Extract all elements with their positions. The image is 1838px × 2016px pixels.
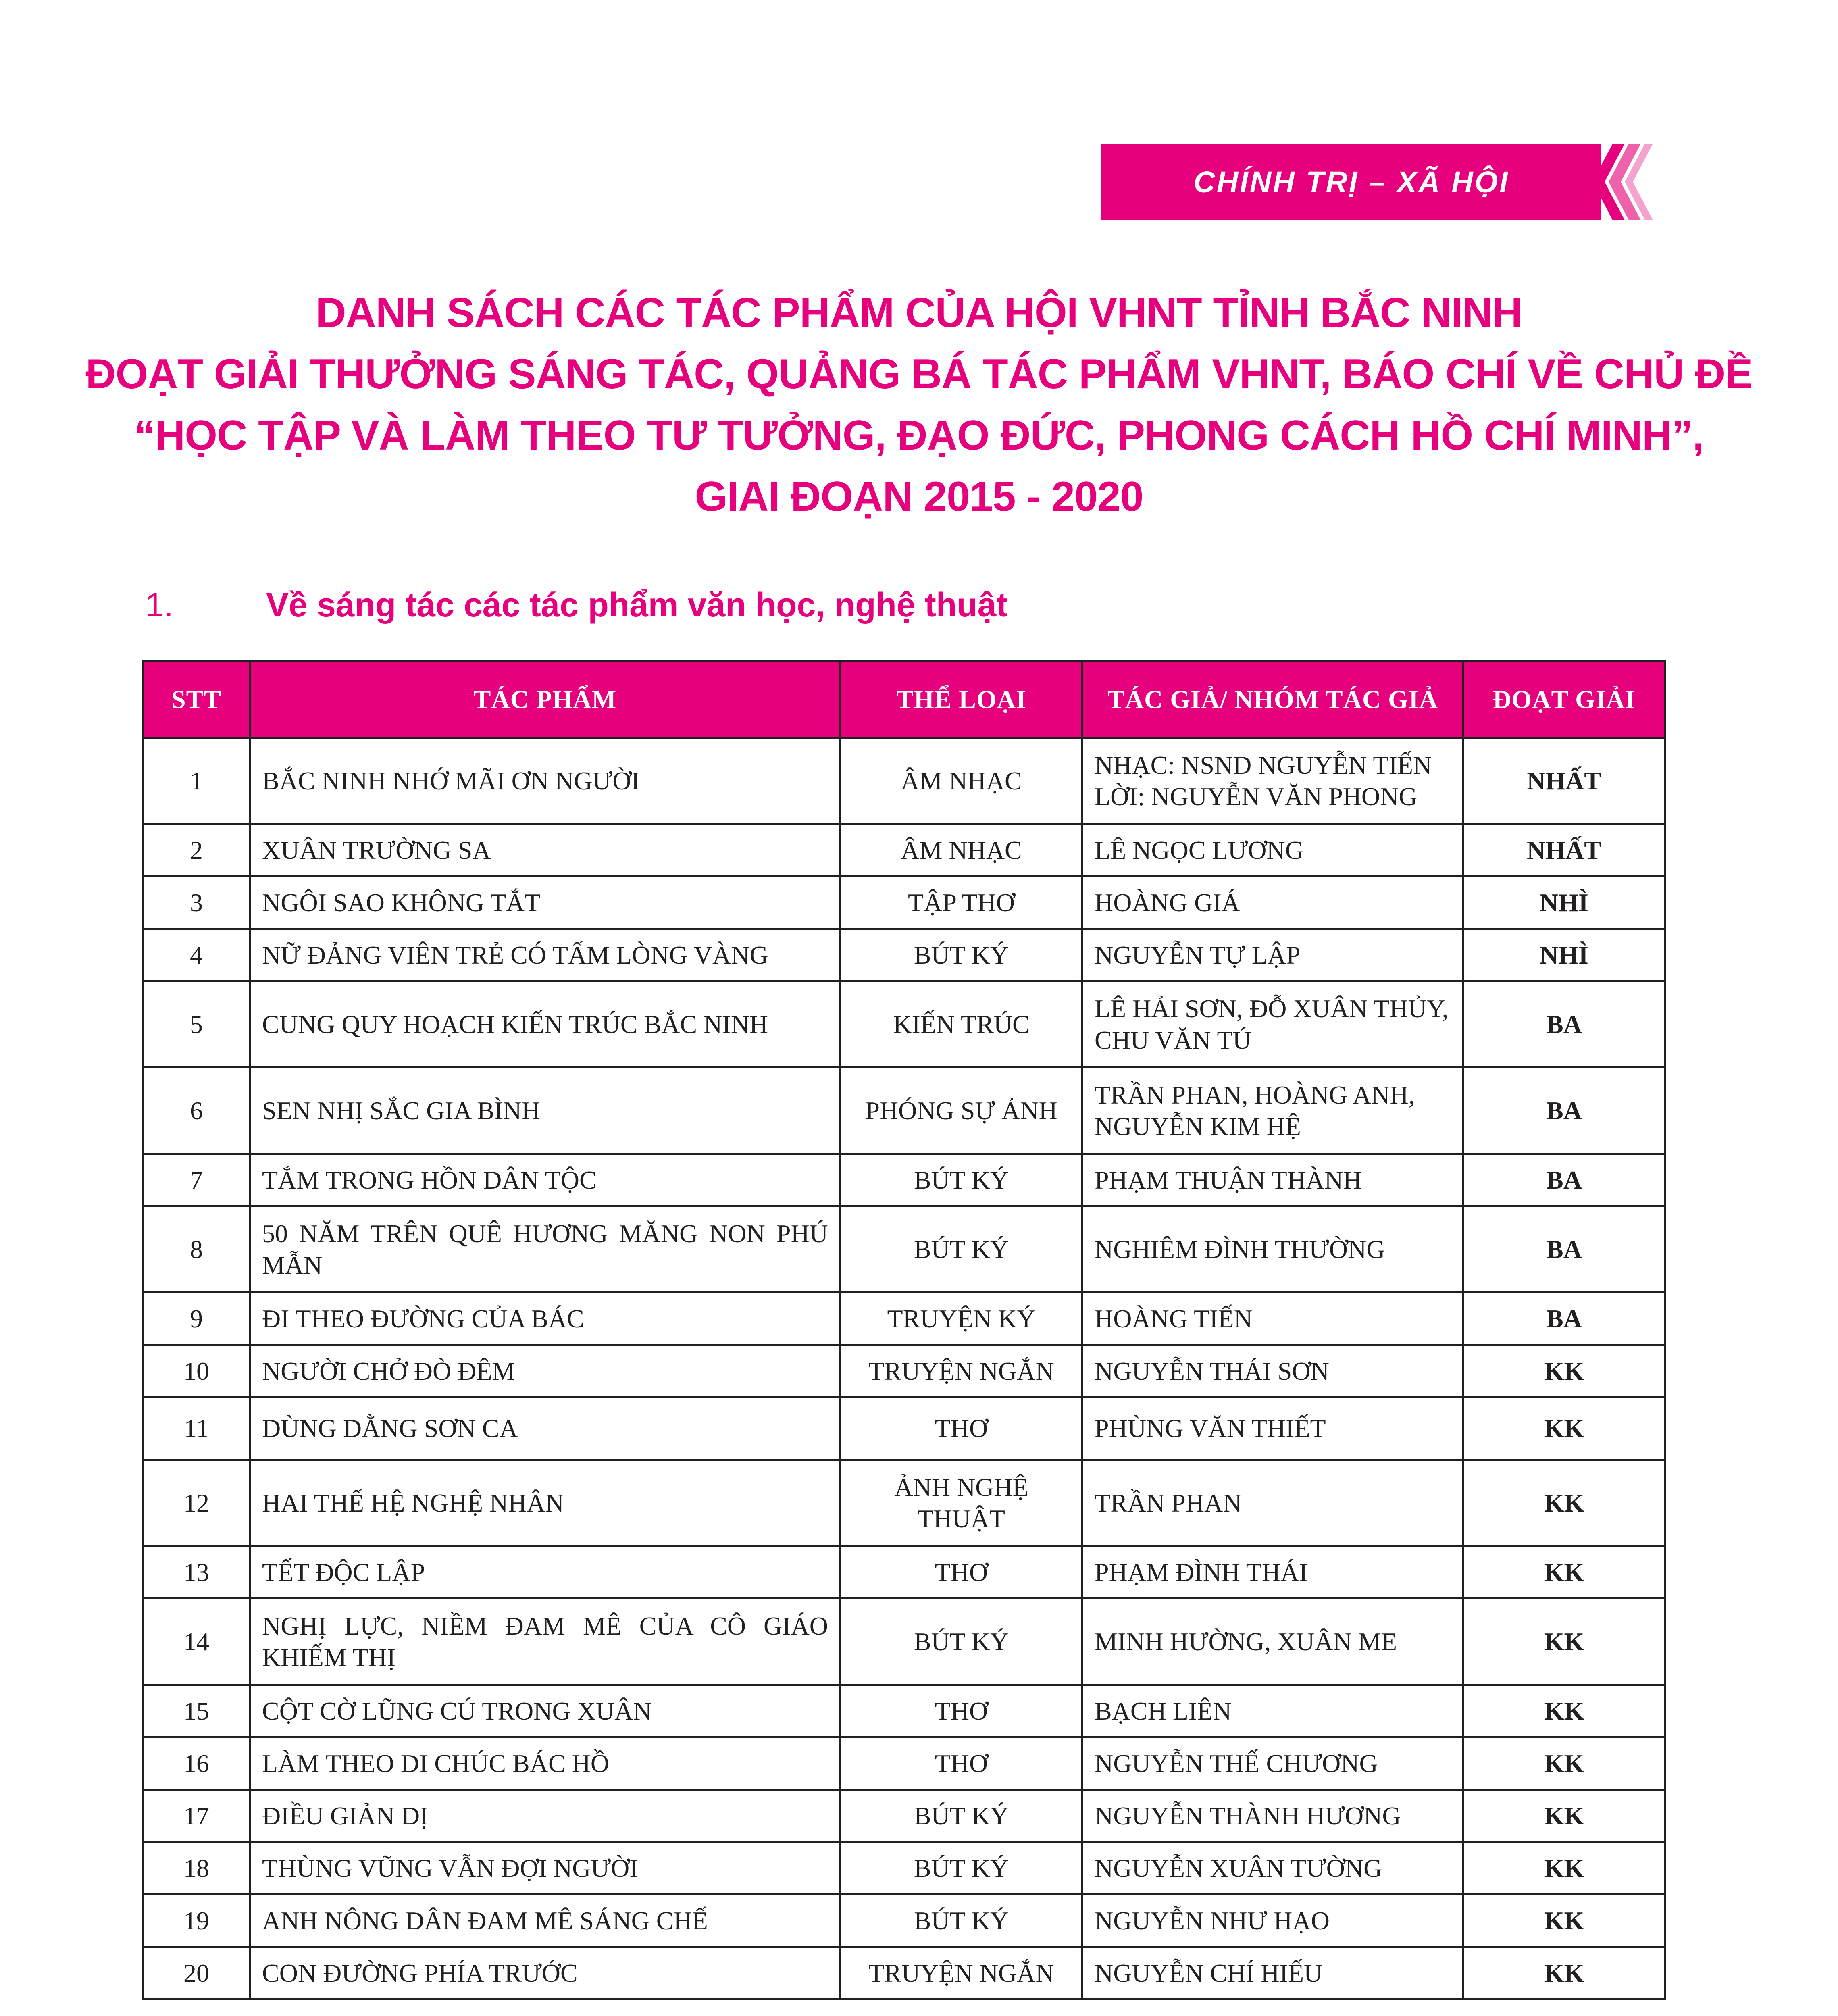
row-author: LÊ HẢI SƠN, ĐỖ XUÂN THỦY, CHU VĂN TÚ	[1082, 981, 1463, 1068]
row-prize: BA	[1463, 1293, 1665, 1345]
row-genre: TẬP THƠ	[841, 877, 1082, 929]
row-stt: 18	[143, 1842, 250, 1895]
row-work: CUNG QUY HOẠCH KIẾN TRÚC BẮC NINH	[250, 981, 841, 1068]
row-work: LÀM THEO DI CHÚC BÁC HỒ	[250, 1737, 841, 1790]
table-row	[143, 1842, 1665, 1895]
table-header-row	[143, 661, 1665, 738]
row-author: TRẦN PHAN, HOÀNG ANH, NGUYỄN KIM HỆ	[1082, 1068, 1463, 1154]
row-work: DÙNG DẰNG SƠN CA	[250, 1397, 841, 1460]
row-prize: KK	[1463, 1546, 1665, 1599]
row-stt: 14	[143, 1599, 250, 1685]
table-row	[143, 1345, 1665, 1397]
title-line-4: GIAI ĐOẠN 2015 - 2020	[695, 473, 1143, 520]
row-genre: ẢNH NGHỆ THUẬT	[841, 1460, 1082, 1546]
row-stt: 16	[143, 1737, 250, 1790]
row-stt: 17	[143, 1790, 250, 1842]
row-work: THÙNG VŨNG VẪN ĐỢI NGƯỜI	[250, 1842, 841, 1895]
row-stt: 7	[143, 1154, 250, 1206]
row-prize: KK	[1463, 1460, 1665, 1546]
row-prize: NHẤT	[1463, 738, 1665, 824]
col-header-author: TÁC GIẢ/ NHÓM TÁC GIẢ	[1082, 661, 1463, 738]
row-genre: TRUYỆN NGẮN	[841, 1947, 1082, 1999]
row-prize: KK	[1463, 1599, 1665, 1685]
table-row	[143, 1206, 1665, 1293]
row-work: XUÂN TRƯỜNG SA	[250, 824, 841, 877]
row-author: PHẠM ĐÌNH THÁI	[1082, 1546, 1463, 1599]
table-row	[143, 1947, 1665, 1999]
row-author: NGUYỄN THÀNH HƯƠNG	[1082, 1790, 1463, 1842]
row-prize: NHÌ	[1463, 877, 1665, 929]
row-prize: KK	[1463, 1895, 1665, 1947]
row-work: CON ĐƯỜNG PHÍA TRƯỚC	[250, 1947, 841, 1999]
row-genre: BÚT KÝ	[841, 1895, 1082, 1947]
row-author: NGUYỄN THÁI SƠN	[1082, 1345, 1463, 1397]
table-row	[143, 1154, 1665, 1206]
row-prize: NHẤT	[1463, 824, 1665, 877]
section-1-heading	[145, 585, 1637, 625]
table-row	[143, 1397, 1665, 1460]
row-work: TẾT ĐỘC LẬP	[250, 1546, 841, 1599]
row-stt: 15	[143, 1685, 250, 1737]
row-genre: THƠ	[841, 1397, 1082, 1460]
row-genre: TRUYỆN NGẮN	[841, 1345, 1082, 1397]
table-row	[143, 877, 1665, 929]
row-work: NGƯỜI CHỞ ĐÒ ĐÊM	[250, 1345, 841, 1397]
row-prize: KK	[1463, 1685, 1665, 1737]
section-label: CHÍNH TRỊ – XÃ HỘI	[1193, 165, 1509, 199]
row-author: NGUYỄN TỰ LẬP	[1082, 929, 1463, 981]
row-genre: BÚT KÝ	[841, 929, 1082, 981]
row-genre: PHÓNG SỰ ẢNH	[841, 1068, 1082, 1154]
row-author: NGUYỄN THẾ CHƯƠNG	[1082, 1737, 1463, 1790]
table-row	[143, 981, 1665, 1068]
title-line-3: “HỌC TẬP VÀ LÀM THEO TƯ TƯỞNG, ĐẠO ĐỨC, PHONG CÁCH HỒ CHÍ MINH”,	[134, 412, 1704, 459]
table-row	[143, 929, 1665, 981]
row-stt: 9	[143, 1293, 250, 1345]
row-genre: KIẾN TRÚC	[841, 981, 1082, 1068]
row-genre: BÚT KÝ	[841, 1154, 1082, 1206]
table-row	[143, 1685, 1665, 1737]
row-stt: 10	[143, 1345, 250, 1397]
row-author: PHÙNG VĂN THIẾT	[1082, 1397, 1463, 1460]
row-author: HOÀNG GIÁ	[1082, 877, 1463, 929]
chevron-decoration-icon	[1584, 144, 1661, 220]
row-stt: 20	[143, 1947, 250, 1999]
row-prize: BA	[1463, 1206, 1665, 1293]
table-row	[143, 1790, 1665, 1842]
row-author: NGUYỄN CHÍ HIẾU	[1082, 1947, 1463, 1999]
row-stt: 1	[143, 738, 250, 824]
row-work: TẮM TRONG HỒN DÂN TỘC	[250, 1154, 841, 1206]
section-number: 1.	[145, 586, 174, 624]
title-line-2: ĐOẠT GIẢI THƯỞNG SÁNG TÁC, QUẢNG BÁ TÁC PHẨM VHNT, BÁO CHÍ VỀ CHỦ ĐỀ	[85, 351, 1753, 398]
row-prize: BA	[1463, 1154, 1665, 1206]
document-title	[81, 282, 1757, 527]
row-author: MINH HƯỜNG, XUÂN ME	[1082, 1599, 1463, 1685]
section-banner	[1101, 144, 1601, 220]
row-prize: BA	[1463, 1068, 1665, 1154]
row-work: 50 NĂM TRÊN QUÊ HƯƠNG MĂNG NON PHÚ MẪN	[250, 1206, 841, 1293]
title-line-1: DANH SÁCH CÁC TÁC PHẨM CỦA HỘI VHNT TỈNH BẮC NINH	[316, 289, 1522, 336]
row-stt: 8	[143, 1206, 250, 1293]
row-prize: KK	[1463, 1345, 1665, 1397]
row-stt: 12	[143, 1460, 250, 1546]
row-genre: THƠ	[841, 1685, 1082, 1737]
row-author: TRẦN PHAN	[1082, 1460, 1463, 1546]
row-prize: NHÌ	[1463, 929, 1665, 981]
table-row	[143, 1599, 1665, 1685]
table-row	[143, 1460, 1665, 1546]
col-header-work: TÁC PHẨM	[250, 661, 841, 738]
table-row	[143, 824, 1665, 877]
table-row	[143, 738, 1665, 824]
col-header-stt: STT	[143, 661, 250, 738]
row-work: ANH NÔNG DÂN ĐAM MÊ SÁNG CHẾ	[250, 1895, 841, 1947]
row-prize: KK	[1463, 1947, 1665, 1999]
row-genre: ÂM NHẠC	[841, 738, 1082, 824]
section-title: Về sáng tác các tác phẩm văn học, nghệ thuật	[266, 586, 1008, 624]
row-author: LÊ NGỌC LƯƠNG	[1082, 824, 1463, 877]
row-stt: 2	[143, 824, 250, 877]
row-genre: ÂM NHẠC	[841, 824, 1082, 877]
row-author: NHẠC: NSND NGUYỄN TIẾN LỜI: NGUYỄN VĂN PHONG	[1082, 738, 1463, 824]
row-work: CỘT CỜ LŨNG CÚ TRONG XUÂN	[250, 1685, 841, 1737]
row-prize: BA	[1463, 981, 1665, 1068]
row-prize: KK	[1463, 1397, 1665, 1460]
row-prize: KK	[1463, 1790, 1665, 1842]
row-genre: BÚT KÝ	[841, 1842, 1082, 1895]
row-stt: 5	[143, 981, 250, 1068]
row-author: HOÀNG TIẾN	[1082, 1293, 1463, 1345]
row-work: ĐI THEO ĐƯỜNG CỦA BÁC	[250, 1293, 841, 1345]
row-work: NỮ ĐẢNG VIÊN TRẺ CÓ TẤM LÒNG VÀNG	[250, 929, 841, 981]
row-genre: THƠ	[841, 1737, 1082, 1790]
row-work: SEN NHỊ SẮC GIA BÌNH	[250, 1068, 841, 1154]
table-row	[143, 1293, 1665, 1345]
row-stt: 11	[143, 1397, 250, 1460]
row-prize: KK	[1463, 1842, 1665, 1895]
row-genre: THƠ	[841, 1546, 1082, 1599]
row-work: NGÔI SAO KHÔNG TẮT	[250, 877, 841, 929]
row-stt: 19	[143, 1895, 250, 1947]
row-genre: BÚT KÝ	[841, 1790, 1082, 1842]
awards-table-creation	[142, 660, 1666, 2000]
row-author: PHẠM THUẬN THÀNH	[1082, 1154, 1463, 1206]
table-row	[143, 1895, 1665, 1947]
row-stt: 6	[143, 1068, 250, 1154]
table-row	[143, 1546, 1665, 1599]
row-stt: 13	[143, 1546, 250, 1599]
table-row	[143, 1068, 1665, 1154]
row-work: BẮC NINH NHỚ MÃI ƠN NGƯỜI	[250, 738, 841, 824]
row-work: HAI THẾ HỆ NGHỆ NHÂN	[250, 1460, 841, 1546]
row-author: NGHIÊM ĐÌNH THƯỜNG	[1082, 1206, 1463, 1293]
row-work: NGHỊ LỰC, NIỀM ĐAM MÊ CỦA CÔ GIÁO KHIẾM THỊ	[250, 1599, 841, 1685]
row-author: NGUYỄN XUÂN TƯỜNG	[1082, 1842, 1463, 1895]
row-genre: BÚT KÝ	[841, 1206, 1082, 1293]
row-stt: 4	[143, 929, 250, 981]
col-header-prize: ĐOẠT GIẢI	[1463, 661, 1665, 738]
row-genre: TRUYỆN KÝ	[841, 1293, 1082, 1345]
row-work: ĐIỀU GIẢN DỊ	[250, 1790, 841, 1842]
col-header-genre: THỂ LOẠI	[841, 661, 1082, 738]
row-genre: BÚT KÝ	[841, 1599, 1082, 1685]
table-row	[143, 1737, 1665, 1790]
row-prize: KK	[1463, 1737, 1665, 1790]
row-author: NGUYỄN NHƯ HẠO	[1082, 1895, 1463, 1947]
row-author: BẠCH LIÊN	[1082, 1685, 1463, 1737]
row-stt: 3	[143, 877, 250, 929]
